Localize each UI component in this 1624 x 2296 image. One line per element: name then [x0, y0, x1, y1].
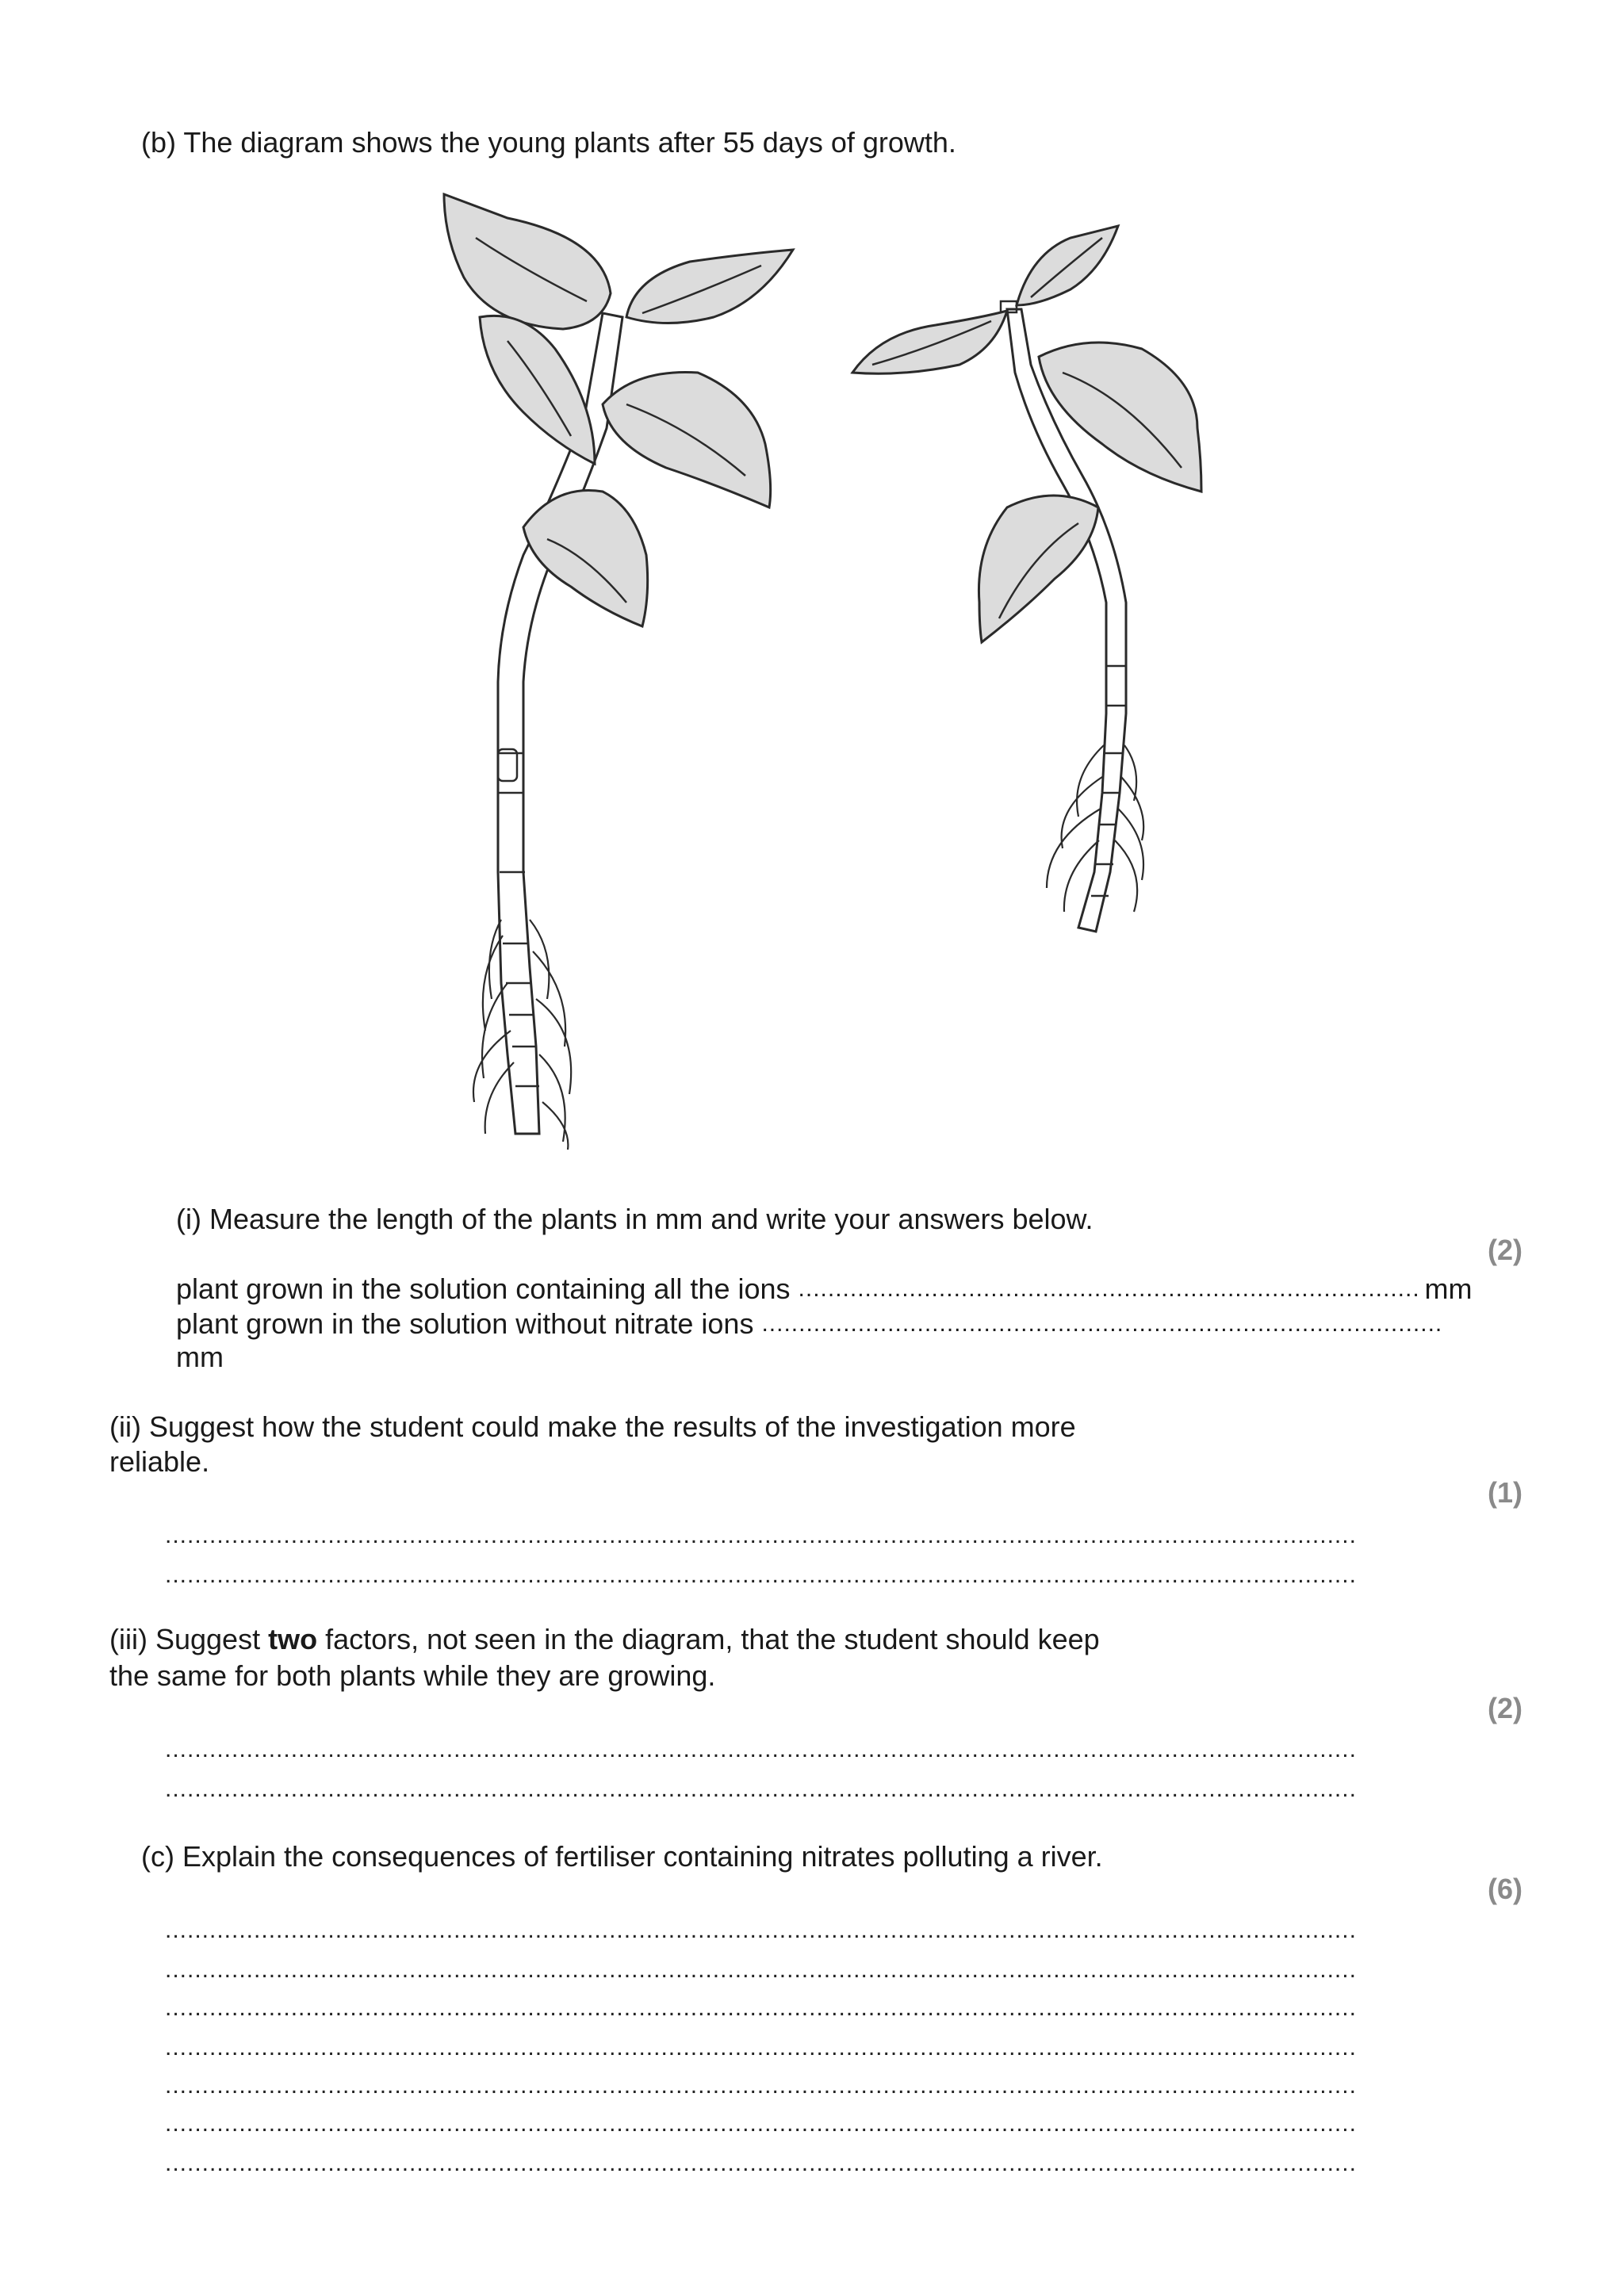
- answer-field-all-ions[interactable]: [799, 1272, 1417, 1307]
- leaf: [480, 316, 595, 464]
- answer-line[interactable]: [165, 1995, 1354, 2030]
- answer-line[interactable]: [165, 1562, 1354, 1597]
- answer-unit-no-nitrate: mm: [176, 1341, 224, 1373]
- answer-label-no-nitrate: plant grown in the solution without nitrate ions: [176, 1307, 754, 1340]
- answer-field-no-nitrate[interactable]: [761, 1307, 1443, 1341]
- leaf: [444, 194, 611, 329]
- plant-no-nitrate: [852, 226, 1201, 932]
- question-ii-line1: (ii) Suggest how the student could make the results of the investigation more: [109, 1410, 1076, 1443]
- answer-line-no-nitrate: [176, 1307, 1443, 1341]
- answer-line[interactable]: [165, 2072, 1354, 2107]
- question-iii-line2: the same for both plants while they are growing.: [109, 1659, 716, 1692]
- answer-line[interactable]: [165, 1522, 1354, 1557]
- plant-all-ions: [444, 194, 793, 1150]
- answer-label-all-ions: plant grown in the solution containing all the ions: [176, 1272, 791, 1305]
- question-i-prompt: (i) Measure the length of the plants in mm and write your answers below.: [176, 1203, 1094, 1235]
- question-iii-bold-word: two: [268, 1623, 318, 1655]
- question-ii-line2: reliable.: [109, 1445, 210, 1478]
- answer-line[interactable]: [165, 1917, 1354, 1952]
- question-iii-text: (iii) Suggest: [109, 1623, 269, 1655]
- part-b-intro: (b) The diagram shows the young plants after 55 days of growth.: [141, 126, 956, 159]
- question-i-marks: (2): [1488, 1234, 1522, 1266]
- answer-line[interactable]: [165, 1776, 1354, 1811]
- answer-line[interactable]: [165, 2110, 1354, 2145]
- question-iii-text: factors, not seen in the diagram, that the student should keep: [317, 1623, 1100, 1655]
- part-c-marks: (6): [1488, 1873, 1522, 1905]
- answer-line-all-ions: [176, 1272, 1473, 1307]
- part-c-prompt: (c) Explain the consequences of fertiliser containing nitrates polluting a river.: [141, 1840, 1103, 1873]
- leaf: [523, 490, 648, 626]
- answer-unit-all-ions: mm: [1424, 1272, 1473, 1305]
- answer-line[interactable]: [165, 1957, 1354, 1992]
- answer-line[interactable]: [165, 2150, 1354, 2185]
- answer-line[interactable]: [165, 1736, 1354, 1771]
- question-iii-marks: (2): [1488, 1692, 1522, 1724]
- leaf: [603, 373, 771, 508]
- answer-line[interactable]: [165, 2034, 1354, 2069]
- leaf: [979, 496, 1098, 642]
- question-iii-line1: [109, 1622, 1100, 1657]
- question-ii-marks: (1): [1488, 1476, 1522, 1509]
